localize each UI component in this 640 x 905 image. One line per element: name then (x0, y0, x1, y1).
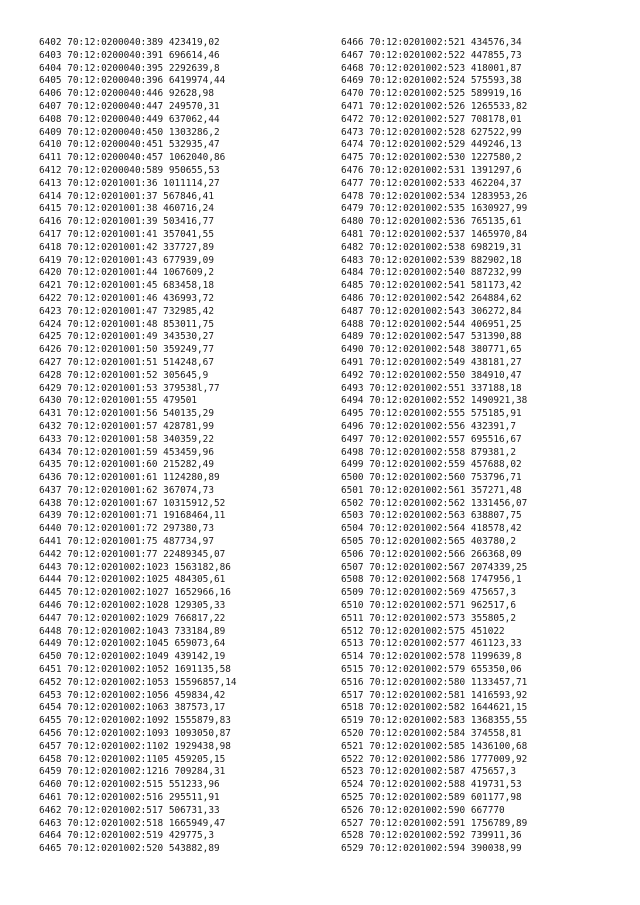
record-row: 6464 70:12:0201002:519 429775,3 (39, 830, 214, 842)
record-row: 6492 70:12:0201002:550 384910,47 (341, 369, 522, 381)
record-row: 6460 70:12:0201002:515 551233,96 (39, 779, 220, 791)
record-row: 6514 70:12:0201002:578 1199639,8 (341, 651, 522, 663)
record-row: 6519 70:12:0201002:583 1368355,55 (341, 715, 528, 727)
record-row: 6422 70:12:0201001:46 436993,72 (39, 292, 214, 304)
record-row: 6498 70:12:0201002:558 879381,2 (341, 446, 516, 458)
record-row: 6506 70:12:0201002:566 266368,09 (341, 548, 522, 560)
record-row: 6517 70:12:0201002:581 1416593,92 (341, 689, 528, 701)
record-row: 6502 70:12:0201002:562 1331456,07 (341, 497, 528, 509)
record-row: 6473 70:12:0201002:528 627522,99 (341, 126, 522, 138)
record-row: 6412 70:12:0200040:589 950655,53 (39, 164, 220, 176)
record-row: 6436 70:12:0201001:61 1124280,89 (39, 472, 220, 484)
record-row: 6454 70:12:0201002:1063 387573,17 (39, 702, 226, 714)
record-row: 6501 70:12:0201002:561 357271,48 (341, 484, 522, 496)
record-row: 6457 70:12:0201002:1102 1929438,98 (39, 740, 231, 752)
record-row: 6521 70:12:0201002:585 1436100,68 (341, 740, 528, 752)
record-row: 6453 70:12:0201002:1056 459834,42 (39, 689, 226, 701)
record-row: 6444 70:12:0201002:1025 484305,61 (39, 574, 226, 586)
record-row: 6494 70:12:0201002:552 1490921,38 (341, 395, 528, 407)
record-row: 6466 70:12:0201002:521 434576,34 (341, 37, 522, 48)
record-row: 6415 70:12:0201001:38 460716,24 (39, 203, 214, 215)
record-row: 6472 70:12:0201002:527 708178,01 (341, 113, 522, 125)
record-row: 6402 70:12:0200040:389 423419,02 (39, 37, 220, 48)
record-row: 6406 70:12:0200040:446 92628,98 (39, 88, 214, 100)
record-row: 6458 70:12:0201002:1105 459205,15 (39, 753, 226, 765)
record-row: 6490 70:12:0201002:548 380771,65 (341, 344, 522, 356)
left-column (39, 37, 237, 856)
record-row: 6510 70:12:0201002:571 962517,6 (341, 600, 516, 612)
record-row: 6440 70:12:0201001:72 297380,73 (39, 523, 214, 535)
record-row: 6430 70:12:0201001:55 479501 (39, 395, 198, 407)
record-row: 6469 70:12:0201002:524 575593,38 (341, 75, 522, 87)
record-row: 6428 70:12:0201001:52 305645,9 (39, 369, 209, 381)
record-row: 6480 70:12:0201002:536 765135,61 (341, 216, 522, 228)
record-row: 6524 70:12:0201002:588 419731,53 (341, 779, 522, 791)
record-row: 6520 70:12:0201002:584 374558,81 (341, 728, 522, 740)
record-row: 6525 70:12:0201002:589 601177,98 (341, 792, 522, 804)
record-row: 6452 70:12:0201002:1053 15596857,14 (39, 676, 237, 688)
record-row: 6449 70:12:0201002:1045 659073,64 (39, 638, 226, 650)
record-row: 6462 70:12:0201002:517 506731,33 (39, 804, 220, 816)
record-row: 6403 70:12:0200040:391 696614,46 (39, 49, 220, 61)
record-row: 6468 70:12:0201002:523 418001,87 (341, 62, 522, 74)
record-row: 6424 70:12:0201001:48 853011,75 (39, 318, 214, 330)
record-row: 6450 70:12:0201002:1049 439142,19 (39, 651, 226, 663)
record-row: 6478 70:12:0201002:534 1283953,26 (341, 190, 528, 202)
record-row: 6488 70:12:0201002:544 406951,25 (341, 318, 522, 330)
record-row: 6484 70:12:0201002:540 887232,99 (341, 267, 522, 279)
record-row: 6441 70:12:0201001:75 487734,97 (39, 536, 214, 548)
record-row: 6435 70:12:0201001:60 215282,49 (39, 459, 214, 471)
record-row: 6475 70:12:0201002:530 1227580,2 (341, 152, 522, 164)
record-row: 6437 70:12:0201001:62 367074,73 (39, 484, 214, 496)
record-row: 6443 70:12:0201002:1023 1563182,86 (39, 561, 231, 573)
record-row: 6433 70:12:0201001:58 340359,22 (39, 433, 214, 445)
record-row: 6481 70:12:0201002:537 1465970,84 (341, 228, 528, 240)
record-row: 6467 70:12:0201002:522 447855,73 (341, 49, 522, 61)
record-row: 6438 70:12:0201001:67 10315912,52 (39, 497, 226, 509)
record-row: 6511 70:12:0201002:573 355805,2 (341, 612, 516, 624)
record-row: 6409 70:12:0200040:450 1303286,2 (39, 126, 220, 138)
record-row: 6425 70:12:0201001:49 343530,27 (39, 331, 214, 343)
record-row: 6427 70:12:0201001:51 514248,67 (39, 356, 214, 368)
record-row: 6495 70:12:0201002:555 575185,91 (341, 408, 522, 420)
record-row: 6456 70:12:0201002:1093 1093050,87 (39, 728, 231, 740)
record-row: 6434 70:12:0201001:59 453459,96 (39, 446, 214, 458)
record-row: 6529 70:12:0201002:594 390038,99 (341, 843, 522, 855)
record-row: 6459 70:12:0201002:1216 709284,31 (39, 766, 226, 778)
record-row: 6497 70:12:0201002:557 695516,67 (341, 433, 522, 445)
record-row: 6522 70:12:0201002:586 1777009,92 (341, 753, 528, 765)
record-row: 6431 70:12:0201001:56 540135,29 (39, 408, 214, 420)
record-row: 6408 70:12:0200040:449 637062,44 (39, 113, 220, 125)
record-row: 6470 70:12:0201002:525 589919,16 (341, 88, 522, 100)
record-row: 6463 70:12:0201002:518 1665949,47 (39, 817, 226, 829)
record-row: 6496 70:12:0201002:556 432391,7 (341, 420, 516, 432)
record-row: 6471 70:12:0201002:526 1265533,82 (341, 100, 528, 112)
record-row: 6411 70:12:0200040:457 1062040,86 (39, 152, 226, 164)
record-row: 6505 70:12:0201002:565 403780,2 (341, 536, 516, 548)
record-row: 6418 70:12:0201001:42 337727,89 (39, 241, 214, 253)
record-row: 6483 70:12:0201002:539 882902,18 (341, 254, 522, 266)
record-row: 6526 70:12:0201002:590 667770 (341, 804, 505, 816)
record-row: 6420 70:12:0201001:44 1067609,2 (39, 267, 214, 279)
record-row: 6461 70:12:0201002:516 295511,91 (39, 792, 220, 804)
record-row: 6445 70:12:0201002:1027 1652966,16 (39, 587, 231, 599)
record-row: 6523 70:12:0201002:587 475657,3 (341, 766, 516, 778)
record-row: 6509 70:12:0201002:569 475657,3 (341, 587, 516, 599)
record-row: 6407 70:12:0200040:447 249570,31 (39, 100, 220, 112)
record-row: 6507 70:12:0201002:567 2074339,25 (341, 561, 528, 573)
record-row: 6447 70:12:0201002:1029 766817,22 (39, 612, 226, 624)
record-row: 6442 70:12:0201001:77 22489345,07 (39, 548, 226, 560)
record-row: 6513 70:12:0201002:577 461123,33 (341, 638, 522, 650)
record-row: 6479 70:12:0201002:535 1630927,99 (341, 203, 528, 215)
record-row: 6482 70:12:0201002:538 698219,31 (341, 241, 522, 253)
record-row: 6527 70:12:0201002:591 1756789,89 (341, 817, 528, 829)
record-row: 6485 70:12:0201002:541 581173,42 (341, 280, 522, 292)
record-row: 6512 70:12:0201002:575 451022 (341, 625, 505, 637)
record-row: 6499 70:12:0201002:559 457688,02 (341, 459, 522, 471)
record-row: 6528 70:12:0201002:592 739911,36 (341, 830, 522, 842)
record-row: 6516 70:12:0201002:580 1133457,71 (341, 676, 528, 688)
record-row: 6448 70:12:0201002:1043 733184,89 (39, 625, 226, 637)
record-row: 6476 70:12:0201002:531 1391297,6 (341, 164, 522, 176)
record-row: 6474 70:12:0201002:529 449246,13 (341, 139, 522, 151)
record-row: 6421 70:12:0201001:45 683458,18 (39, 280, 214, 292)
record-row: 6414 70:12:0201001:37 567846,41 (39, 190, 214, 202)
record-row: 6416 70:12:0201001:39 503416,77 (39, 216, 214, 228)
record-row: 6515 70:12:0201002:579 655350,06 (341, 664, 522, 676)
record-row: 6417 70:12:0201001:41 357041,55 (39, 228, 214, 240)
record-row: 6405 70:12:0200040:396 6419974,44 (39, 75, 226, 87)
record-row: 6446 70:12:0201002:1028 129305,33 (39, 600, 226, 612)
record-row: 6439 70:12:0201001:71 19168464,11 (39, 510, 226, 522)
record-row: 6413 70:12:0201001:36 1011114,27 (39, 177, 220, 189)
record-row: 6429 70:12:0201001:53 379538l,77 (39, 382, 220, 394)
right-column (341, 37, 527, 856)
record-row: 6477 70:12:0201002:533 462204,37 (341, 177, 522, 189)
record-row: 6419 70:12:0201001:43 677939,09 (39, 254, 214, 266)
record-row: 6500 70:12:0201002:560 753796,71 (341, 472, 522, 484)
record-row: 6491 70:12:0201002:549 438181,27 (341, 356, 522, 368)
record-row: 6489 70:12:0201002:547 531390,88 (341, 331, 522, 343)
record-row: 6404 70:12:0200040:395 2292639,8 (39, 62, 220, 74)
record-row: 6493 70:12:0201002:551 337188,18 (341, 382, 522, 394)
record-row: 6504 70:12:0201002:564 418578,42 (341, 523, 522, 535)
record-row: 6432 70:12:0201001:57 428781,99 (39, 420, 214, 432)
record-row: 6486 70:12:0201002:542 264884,62 (341, 292, 522, 304)
record-row: 6455 70:12:0201002:1092 1555879,83 (39, 715, 231, 727)
record-row: 6410 70:12:0200040:451 532935,47 (39, 139, 220, 151)
record-row: 6508 70:12:0201002:568 1747956,1 (341, 574, 522, 586)
record-row: 6487 70:12:0201002:543 306272,84 (341, 305, 522, 317)
record-row: 6423 70:12:0201001:47 732985,42 (39, 305, 214, 317)
record-row: 6451 70:12:0201002:1052 1691135,58 (39, 664, 231, 676)
record-row: 6503 70:12:0201002:563 638807,75 (341, 510, 522, 522)
record-row: 6518 70:12:0201002:582 1644621,15 (341, 702, 528, 714)
record-row: 6465 70:12:0201002:520 543882,89 (39, 843, 220, 855)
record-row: 6426 70:12:0201001:50 359249,77 (39, 344, 214, 356)
